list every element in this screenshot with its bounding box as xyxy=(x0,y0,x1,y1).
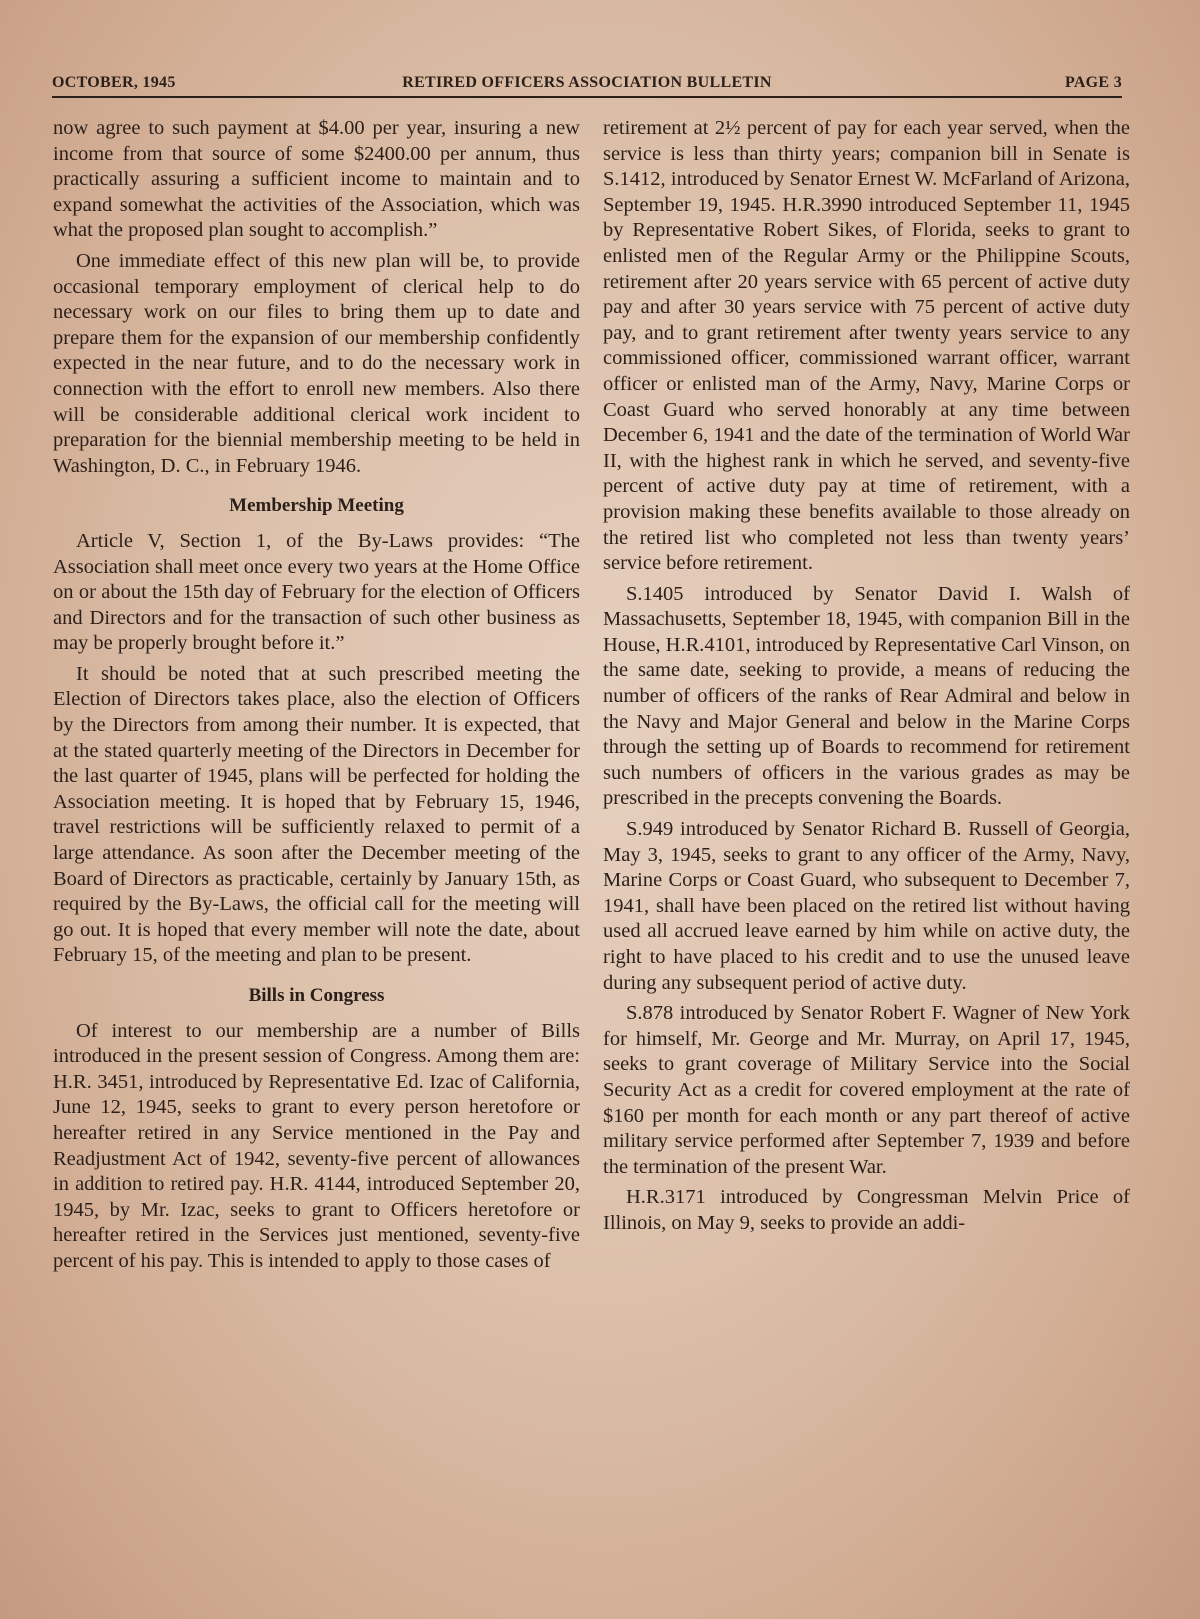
left-column xyxy=(53,116,580,1506)
paragraph: S.949 introduced by Senator Richard B. Russell of Georgia, May 3, 1945, seeks to grant to any officer of the Army, Navy, Marine Corps or Coast Guard, who subsequent to December 7, 1941, shall have been placed on the retired list without having used all accrued leave earned by him while on active duty, the right to have placed to his credit and to use the unused leave during any subsequent period of active duty. xyxy=(603,818,1130,994)
section-heading-membership-meeting: Membership Meeting xyxy=(229,495,404,517)
publication-title: RETIRED OFFICERS ASSOCIATION BULLETIN xyxy=(402,74,772,91)
paragraph: One immediate effect of this new plan will be, to provide occasional temporary employment of clerical help to do necessary work on our files to bring them up to date and prepare them for the expansion of our membership confidently expected in the near future, and to do the necessary work in connection with the effort to enroll new members. Also there will be considerable additional clerical work incident to preparation for the biennial membership meeting to be held in Washington, D. C., in February 1946. xyxy=(53,249,580,477)
section-heading-bills-in-congress: Bills in Congress xyxy=(248,985,385,1006)
paragraph: Of interest to our membership are a number of Bills introduced in the present session of Congress. Among them are: H.R. 3451, introduced by Representative Ed. Izac of California, June 12, 1945, seeks to grant to every person heretofore or hereafter retired in any Service mentioned in the Pay and Readjustment Act of 1942, seventy-five percent of allowances in addition to retired pay. H.R. 4144, introduced September 20, 1945, by Mr. Izac, seeks to grant to Officers heretofore or hereafter retired in the Services just mentioned, seventy-five percent of his pay. This is intended to apply to those cases of xyxy=(53,1019,580,1272)
paragraph: H.R.3171 introduced by Congressman Melvin Price of Illinois, on May 9, seeks to provide an addi- xyxy=(603,1186,1130,1234)
paragraph: S.878 introduced by Senator Robert F. Wagner of New York for himself, Mr. George and Mr. Murray, on April 17, 1945, seeks to grant coverage of Military Service into the Social Security Act as a credit for covered employment at the rate of $160 per month for each month or any part thereof of active military service performed after September 7, 1939 and before the termination of the present War. xyxy=(603,1002,1130,1178)
paragraph: S.1405 introduced by Senator David I. Walsh of Massachusetts, September 18, 1945, with companion Bill in the House, H.R.4101, introduced by Representative Carl Vinson, on the same date, seeking to provide, a means of reducing the number of officers of the ranks of Rear Admiral and below in the Navy and Major General and below in the Marine Corps through the setting up of Boards to recommend for retirement such numbers of officers in the various grades as may be prescribed in the precepts convening the Boards. xyxy=(603,582,1130,810)
page-number: PAGE 3 xyxy=(1064,74,1122,91)
right-column xyxy=(603,116,1130,1506)
paragraph: now agree to such payment at $4.00 per year, insuring a new income from that source of some $2400.00 per annum, thus practically assuring a sufficient income to maintain and to expand somewhat the activities of the Association, which was what the proposed plan sought to accomplish.” xyxy=(53,117,580,242)
paragraph: It should be noted that at such prescribed meeting the Election of Directors takes place, also the election of Officers by the Directors from among their number. It is expected, that at the stated quarterly meeting of the Directors in December for the last quarter of 1945, plans will be perfected for holding the Association meeting. It is hoped that by February 15, 1946, travel restrictions will be sufficiently relaxed to permit of a large attendance. As soon after the December meeting of the Board of Directors as practicable, certainly by January 15th, as required by the By-Laws, the official call for the meeting will go out. It is hoped that every member will note the date, about February 15, of the meeting and plan to be present. xyxy=(53,662,580,967)
paragraph: Article V, Section 1, of the By-Laws provides: “The Association shall meet once every two years at the Home Office on or about the 15th day of February for the election of Officers and Directors and for the transaction of such other business as may be properly brought before it.” xyxy=(53,529,580,655)
issue-date: OCTOBER, 1945 xyxy=(52,74,176,91)
paragraph: retirement at 2½ percent of pay for each year served, when the service is less than thirty years; companion bill in Senate is S.1412, introduced by Senator Ernest W. McFarland of Arizona, September 19, 1945. H.R.3990 introduced September 11, 1945 by Representative Robert Sikes, of Florida, seeks to grant to enlisted men of the Regular Army or the Philippine Scouts, retirement after 20 years service with 65 percent of active duty pay and after 30 years service with 75 percent of active duty pay, and to grant retirement after twenty years service to any commissioned officer, commissioned warrant officer, warrant officer or enlisted man of the Army, Navy, Marine Corps or Coast Guard who served honorably at any time between December 6, 1941 and the date of the termination of World War II, with the highest rank in which he served, and seventy-five percent of active duty pay at time of retirement, with a provision making these benefits available to those already on the retired list who completed not less than twenty years’ service before retirement. xyxy=(603,117,1130,575)
running-header xyxy=(52,72,1122,98)
